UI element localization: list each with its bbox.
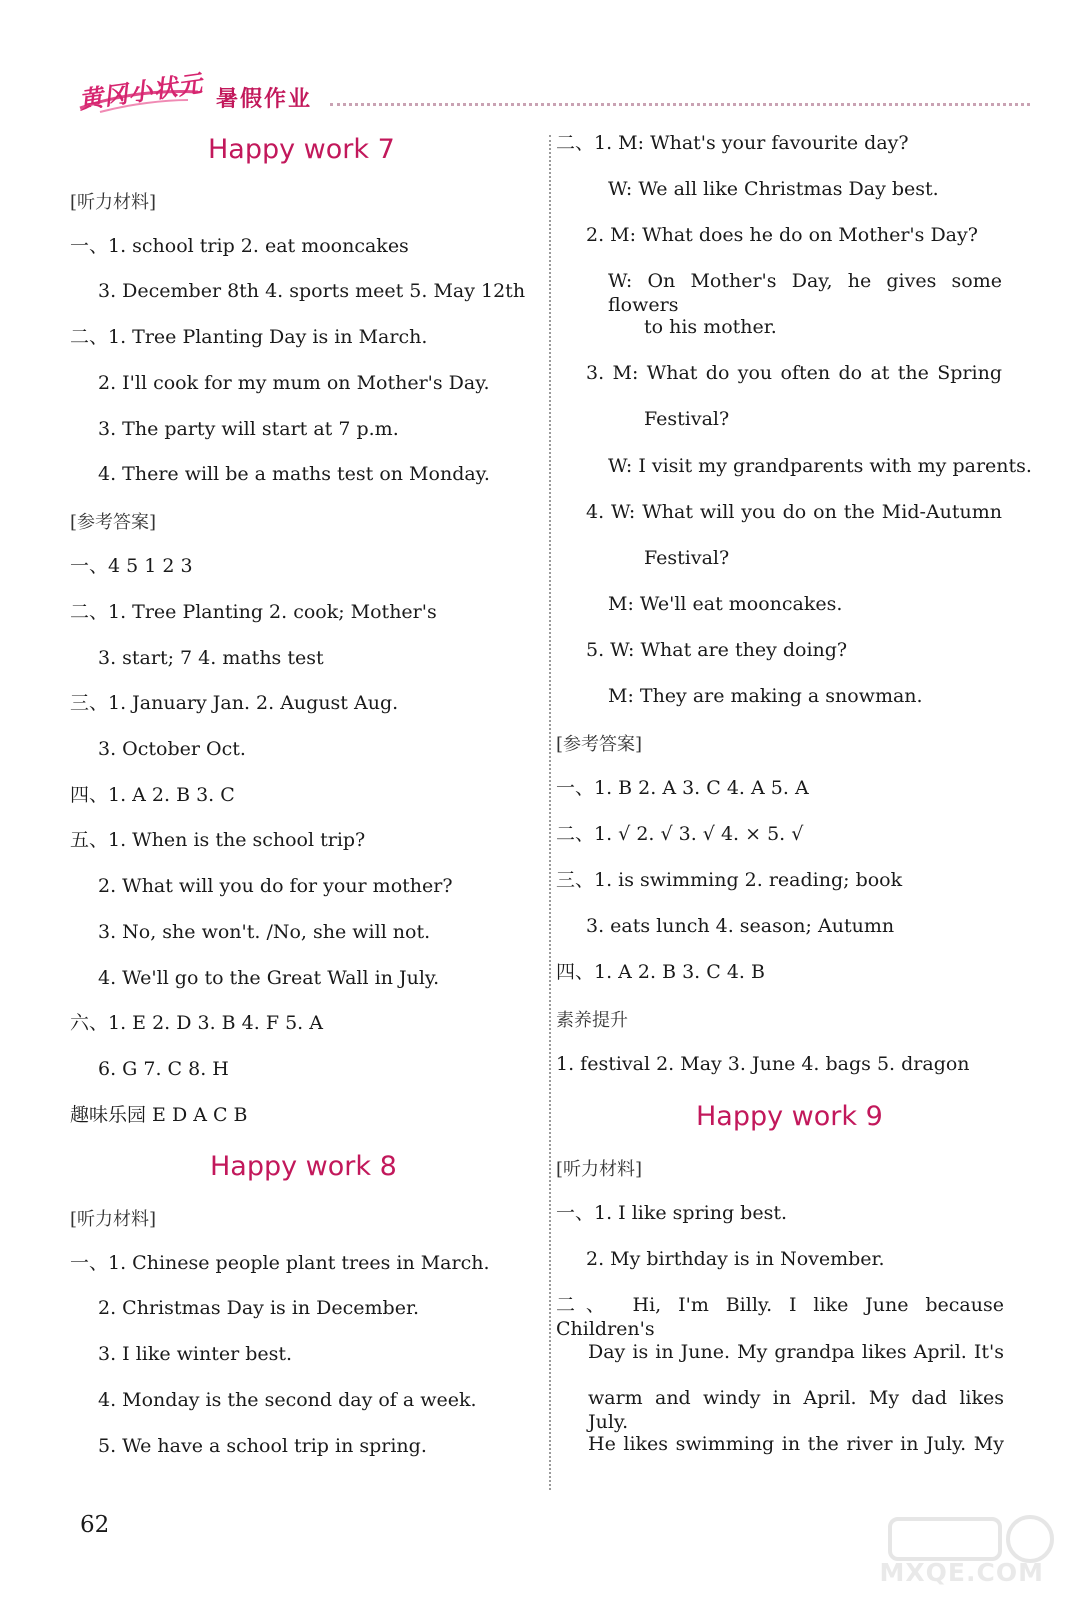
text-line: 二、1. Tree Planting 2. cook; Mother's — [70, 601, 437, 623]
text-line: 二、1. √ 2. √ 3. √ 4. × 5. √ — [556, 823, 804, 845]
text-line: 4. W: What will you do on the Mid-Autumn — [586, 501, 1002, 523]
text-line: 6. G 7. C 8. H — [98, 1058, 229, 1080]
text-line: 一、1. school trip 2. eat mooncakes — [70, 235, 409, 257]
section-tag: [听力材料] — [70, 192, 157, 213]
text-line: 3. M: What do you often do at the Spring — [586, 362, 1002, 384]
text-line: W: I visit my grandparents with my parents. — [608, 455, 1032, 477]
text-line: 3. October Oct. — [98, 738, 246, 760]
section-tag: 素养提升 — [556, 1010, 628, 1031]
text-line: 2. My birthday is in November. — [586, 1248, 885, 1270]
text-line: 一、1. Chinese people plant trees in March. — [70, 1252, 490, 1274]
text-line: 5. We have a school trip in spring. — [98, 1435, 427, 1457]
text-line: 六、1. E 2. D 3. B 4. F 5. A — [70, 1012, 323, 1034]
page-number: 62 — [80, 1512, 110, 1538]
watermark-text: MXQE.COM — [879, 1558, 1044, 1587]
text-line: 3. I like winter best. — [98, 1343, 293, 1365]
brand-name: 黄冈小状元 — [77, 69, 205, 115]
text-line: 2. I'll cook for my mum on Mother's Day. — [98, 372, 490, 394]
section-tag: [参考答案] — [556, 734, 643, 755]
text-line: 3. The party will start at 7 p.m. — [98, 418, 399, 440]
text-line: Festival? — [644, 547, 730, 569]
series-title: 暑假作业 — [216, 87, 313, 112]
text-line: 三、1. is swimming 2. reading; book — [556, 869, 903, 891]
text-line: 3. eats lunch 4. season; Autumn — [586, 915, 895, 937]
text-line: 二、1. M: What's your favourite day? — [556, 132, 909, 154]
text-line: 一、4 5 1 2 3 — [70, 555, 193, 577]
text-line: to his mother. — [644, 316, 777, 338]
text-line: 3. start; 7 4. maths test — [98, 647, 324, 669]
text-line: 五、1. When is the school trip? — [70, 829, 366, 851]
text-line: 2. What will you do for your mother? — [98, 875, 453, 897]
text-line: 四、1. A 2. B 3. C — [70, 784, 235, 806]
text-line: Festival? — [644, 408, 730, 430]
text-line: M: They are making a snowman. — [608, 685, 923, 707]
text-line: 一、1. B 2. A 3. C 4. A 5. A — [556, 777, 809, 799]
text-line: 2. M: What does he do on Mother's Day? — [586, 224, 978, 246]
section-tag: [听力材料] — [70, 1209, 157, 1230]
column-divider — [549, 135, 551, 1490]
text-line: M: We'll eat mooncakes. — [608, 593, 843, 615]
text-line: 4. We'll go to the Great Wall in July. — [98, 967, 440, 989]
text-line: 4. There will be a maths test on Monday. — [98, 463, 490, 485]
text-line: 三、1. January Jan. 2. August Aug. — [70, 692, 399, 714]
section-heading: Happy work 9 — [696, 1101, 883, 1132]
text-line: 4. Monday is the second day of a week. — [98, 1389, 477, 1411]
text-line: Day is in June. My grandpa likes April. It's — [588, 1341, 1004, 1363]
text-line: 四、1. A 2. B 3. C 4. B — [556, 961, 765, 983]
header-rule — [330, 103, 1030, 106]
text-line: He likes swimming in the river in July. My — [588, 1433, 1004, 1455]
text-line: 3. No, she won't. /No, she will not. — [98, 921, 431, 943]
text-line: 1. festival 2. May 3. June 4. bags 5. dragon — [556, 1053, 970, 1075]
text-line: 一、1. I like spring best. — [556, 1202, 788, 1224]
text-line: 5. W: What are they doing? — [586, 639, 848, 661]
text-line: 趣味乐园 E D A C B — [70, 1104, 248, 1126]
text-line: W: On Mother's Day, he gives some flowers — [608, 270, 1002, 316]
text-line: 二、1. Tree Planting Day is in March. — [70, 326, 428, 348]
text-line: 3. December 8th 4. sports meet 5. May 12th — [98, 280, 526, 302]
text-line: warm and windy in April. My dad likes July. — [588, 1387, 1004, 1433]
section-tag: [参考答案] — [70, 512, 157, 533]
watermark — [850, 1505, 1060, 1595]
text-line: 2. Christmas Day is in December. — [98, 1297, 419, 1319]
brand-logo — [70, 64, 210, 116]
section-heading: Happy work 8 — [210, 1151, 397, 1182]
section-heading: Happy work 7 — [208, 134, 395, 165]
text-line: 二、 Hi, I'm Billy. I like June because Children's — [556, 1294, 1004, 1340]
text-line: W: We all like Christmas Day best. — [608, 178, 939, 200]
section-tag: [听力材料] — [556, 1159, 643, 1180]
